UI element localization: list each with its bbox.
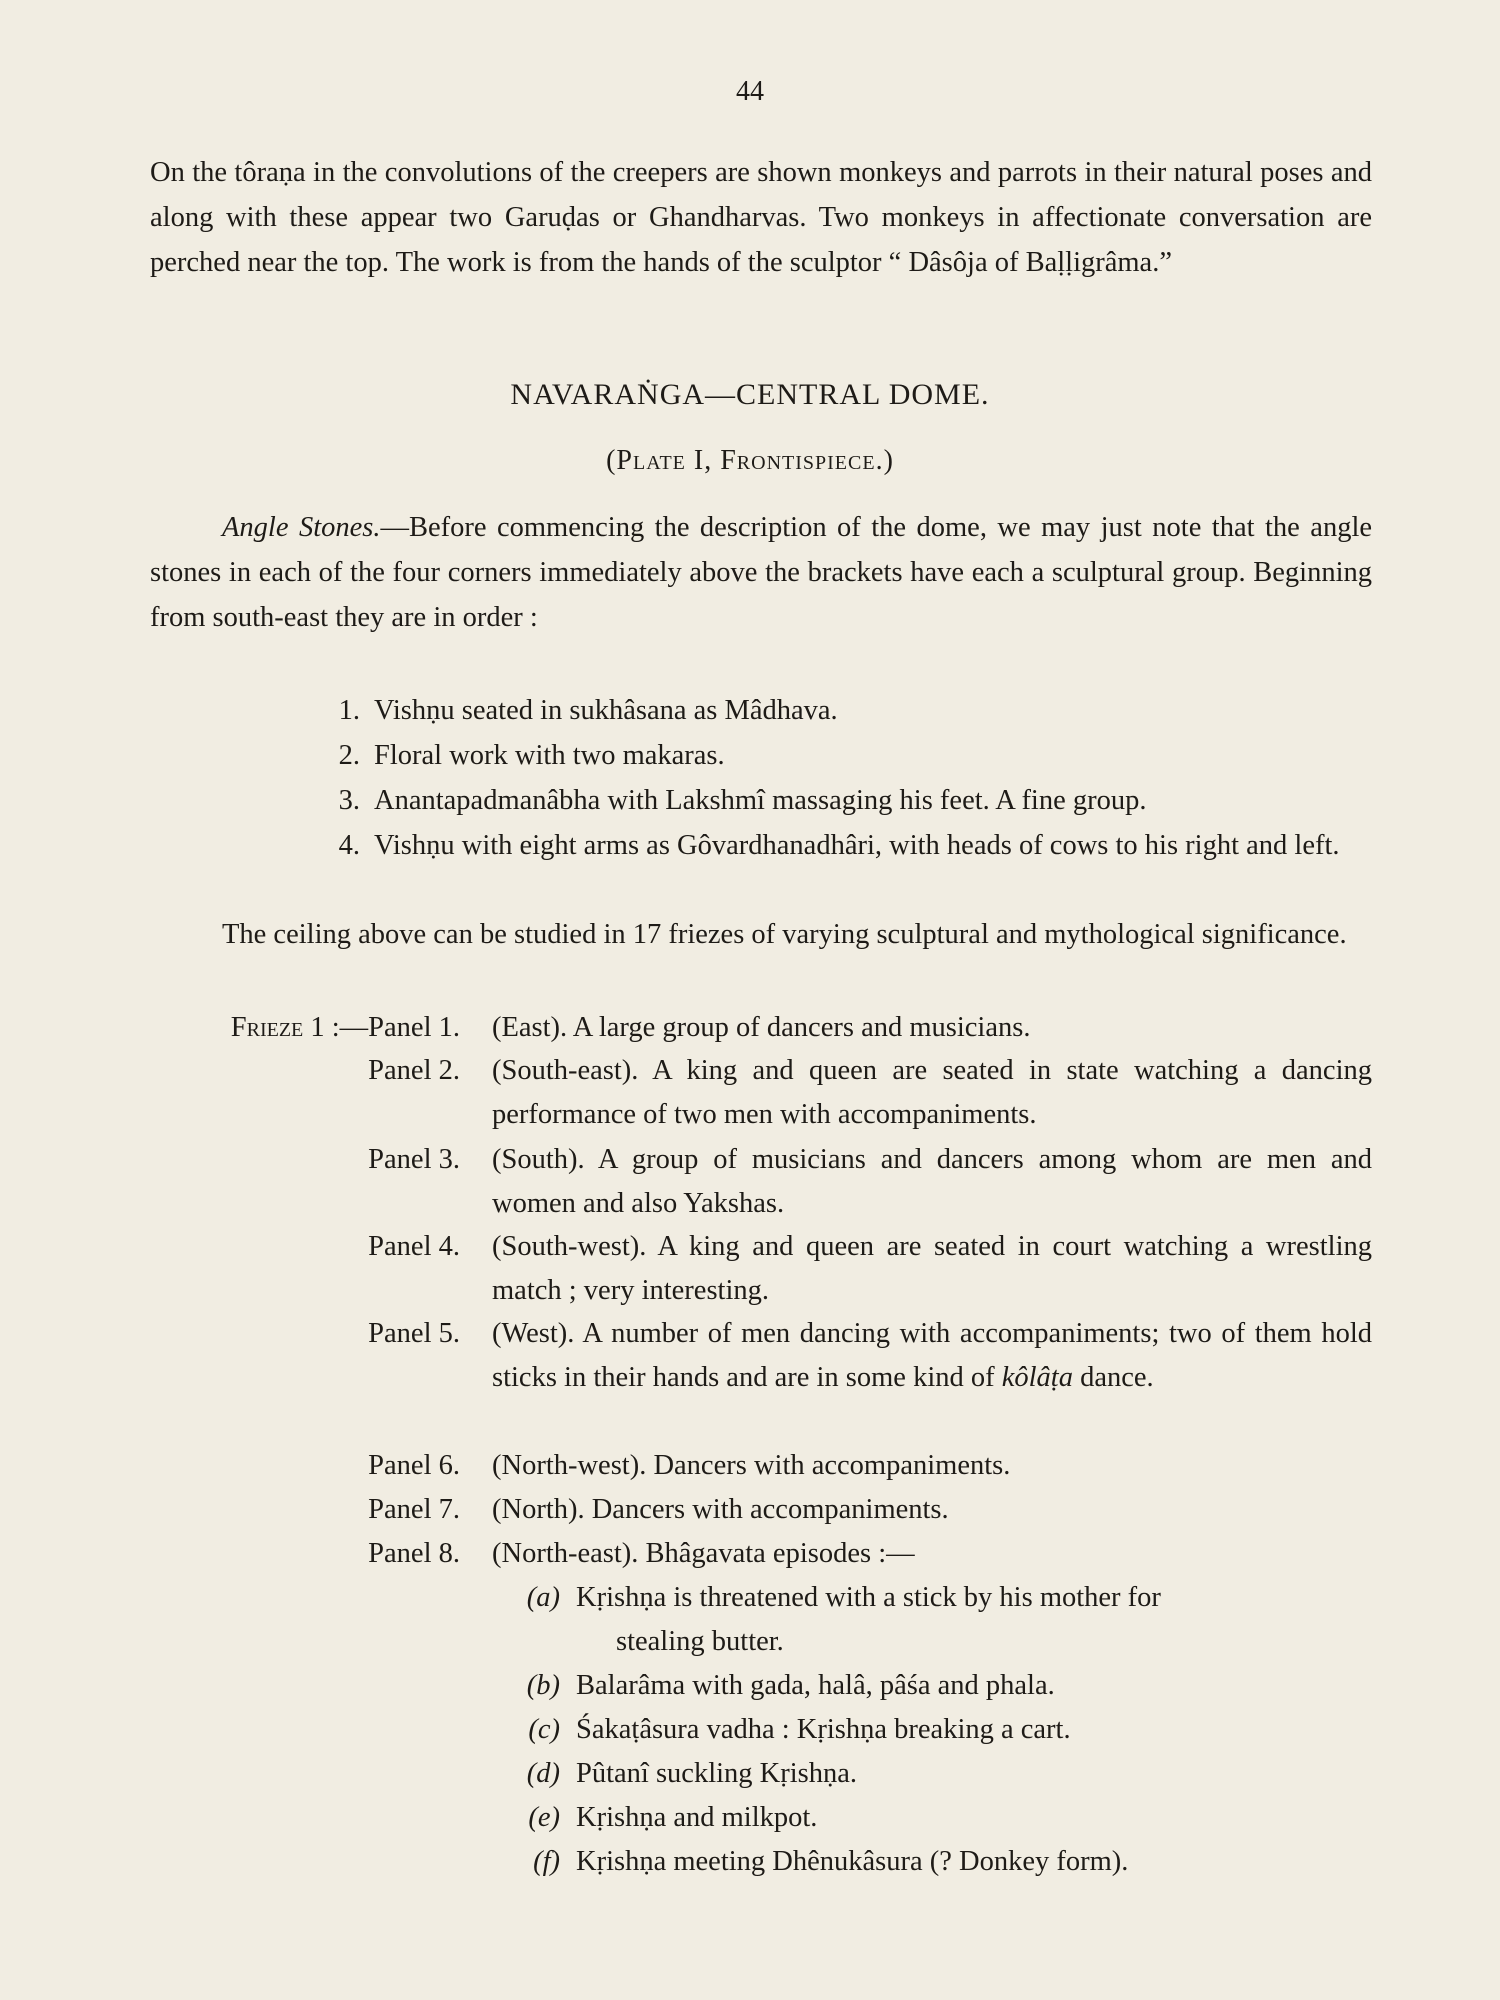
frieze-label: Frieze 1 :—: [230, 1012, 369, 1043]
angle-stones-text: —Before commencing the description of the dome, we may just note that the angle stones in each of the four corners immediately above the brackets have each a sculptural group. Beginning from south-east they are in order :: [150, 512, 1373, 633]
plate-reference: (Plate I, Frontispiece.): [606, 445, 894, 476]
section-heading: NAVARAṄGA—CENTRAL DOME.: [510, 378, 990, 411]
list-item: 4. Vishṇu with eight arms as Gôvardhanadhâri, with heads of cows to his right and left.: [338, 830, 1340, 861]
page-number: 44: [736, 76, 764, 107]
list-item: 3. Anantapadmanâbha with Lakshmî massaging his feet. A fine group.: [338, 785, 1147, 816]
angle-stones-label: Angle Stones.: [222, 512, 381, 543]
book-page: 44 On the tôraṇa in the convolutions of the creepers are shown monkeys and parrots in their natural poses and along with these appear two Garuḍas or Ghandharvas. Two monkeys in affectionate conversation are perched near the top. The work is from the hands of the sculptor “ Dâsôja of Baḷḷigrâma.” NAVARAṄGA—CENTRAL DOME. (Plate I, Frontispiece.) Angle Stones.—Before commencing the description of the dome, we may just note that the angle stones in each of the four corners immediately above the brackets have each a sculptural group. Beginning from south-east they are in order : 1. Vishṇu seated in sukhâsana as Mâdhava. 2. Floral work with two makaras. 3. Anantapadmanâbha with Lakshmî massaging his feet. A fine group. 4. Vishṇu with eight arms as Gôvardhanadhâri, with heads of cows to his right and left. The ceiling above can be studied in 17 friezes of varying sculptural and mythological significance. Frieze 1 :—Panel 1. (East). A large group of dancers and musicians. Panel 2. (South-east). A king and queen are seated in state watching a dancing performance of two men with accompaniments. Panel 3. (South). A group of musicians and dancers among whom are men and women and also Yakshas. Panel 4. (South-west). A king and queen are seated in court watching a wrestling match ; very interesting. Panel 5. (West). A number of men dancing with accompaniments; two of them hold sticks in their hands and are in some kind of kôlâṭa dance. Panel 6. (North-west). Dancers with accompaniments. Panel 7. (North). Dancers with accompaniments. Panel 8. (North-east). Bhâgavata episodes :— (a) Kṛishṇa is threatened with a stick by his mother for stealing butter. (b) Balarâma with gada, halâ, pâśa and phala. (c) Śakaṭâsura vadha : Kṛishṇa breaking a cart. (d) Pûtanî suckling Kṛishṇa. (e) Kṛishṇa and milkpot. (f) Kṛishṇa meeting Dhênukâsura (? Donkey form).: [0, 0, 1500, 2000]
list-item: 2. Floral work with two makaras.: [338, 740, 725, 771]
ceiling-paragraph: The ceiling above can be studied in 17 friezes of varying sculptural and mythological significance.: [222, 919, 1347, 950]
angle-stones-paragraph: [150, 505, 1372, 640]
list-item: 1. Vishṇu seated in sukhâsana as Mâdhava.: [338, 695, 838, 726]
intro-paragraph: On the tôraṇa in the convolutions of the creepers are shown monkeys and parrots in their natural poses and along with these appear two Garuḍas or Ghandharvas. Two monkeys in affectionate conversation are perched near the top. The work is from the hands of the sculptor “ Dâsôja of Baḷḷigrâma.”: [150, 157, 1372, 278]
